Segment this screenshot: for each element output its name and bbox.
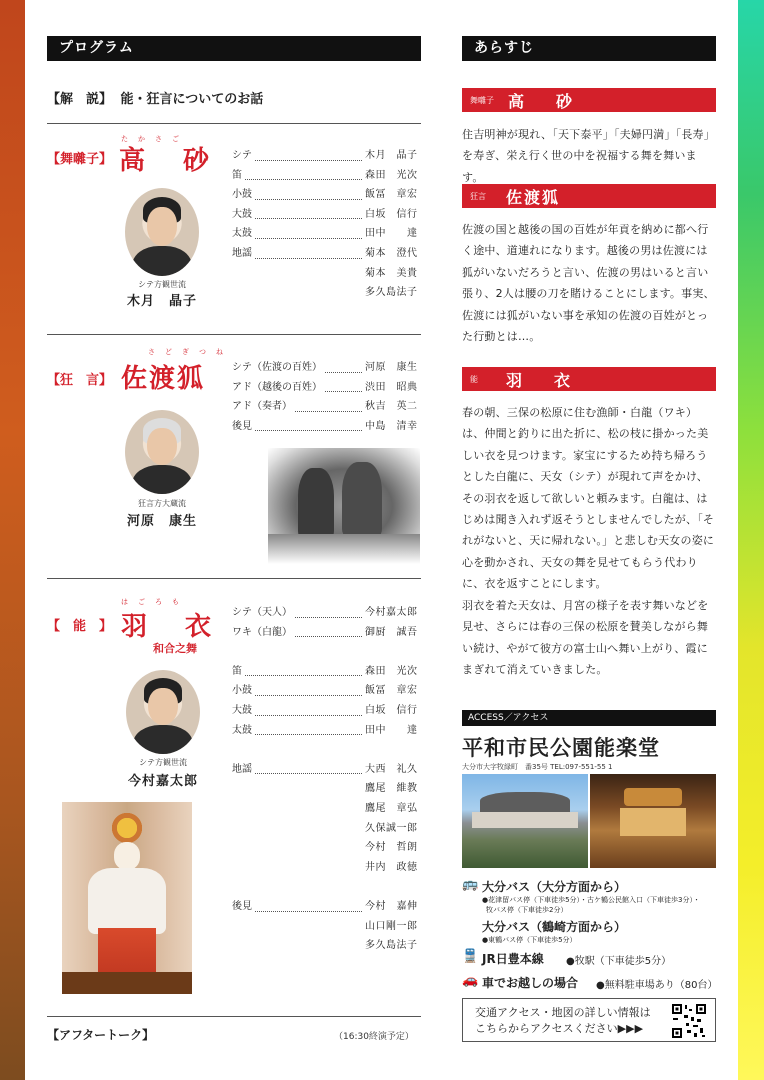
cast-row: [232, 936, 422, 956]
cast-role: アド（越後の百姓）: [232, 381, 322, 393]
cast-role: シテ（佐渡の百姓）: [232, 362, 322, 373]
aftertalk-label: 【アフタートーク】: [47, 1028, 155, 1042]
cast-name: 御厨 誠吾: [365, 626, 418, 638]
synopsis-header: あらすじ: [462, 36, 716, 61]
bus1-detail: ●花津留バス停（下車徒歩5分）・古ケ鶴公民館入口（下車徒歩3分）・: [482, 896, 701, 904]
cast-name: 山口剛一郎: [365, 920, 418, 932]
cast-name: 菊本 美貴: [365, 267, 418, 279]
section-tag-maibayashi: 【舞囃子】: [47, 152, 113, 167]
venue-interior-photo: [590, 774, 716, 868]
title-hagoromo: 羽 衣: [121, 612, 218, 642]
cast-list-hagoromo: [232, 603, 422, 956]
car-detail: ●無料駐車場あり（80台）: [596, 980, 718, 991]
cast-row: [232, 819, 422, 839]
program-header: プログラム: [47, 36, 421, 61]
performer-name: 河原 康生: [126, 514, 197, 529]
divider: [47, 1016, 421, 1017]
leader-dots: [255, 892, 362, 912]
cast-name: 多久島法子: [365, 287, 418, 299]
bus1-title: 大分バス（大分方面から）: [482, 880, 627, 894]
cast-name: 今村 嘉伸: [365, 900, 418, 912]
cast-role: 後見: [232, 420, 252, 432]
hagoromo-performer-photo: [62, 802, 192, 994]
cast-name: 井内 政徳: [365, 861, 418, 873]
lecture-text: 能・狂言についてのお話: [120, 92, 264, 107]
cast-role: 後見: [232, 900, 252, 912]
cast-role: 太鼓: [232, 724, 252, 736]
section-tag-kyogen: 【狂 言】: [47, 373, 113, 388]
cast-name: 飯冨 章宏: [365, 685, 418, 697]
story-text-sadogitsune: 佐渡の国と越後の国の百姓が年貢を納めに都へ行く途中、道連れになります。越後の男は佐渡には狐がいないだろうと言い、佐渡の男はいると言い張り、2人は腰の刀を賭けることにします。事実、佐渡には狐がいない事を承知の佐渡の百姓がとった行動とは…。: [462, 223, 715, 344]
leader-dots: [255, 716, 362, 736]
end-time: （16:30終演予定）: [334, 1032, 414, 1042]
story-text-hagoromo-2: 羽衣を着た天女は、月宮の様子を表す舞いなどを見せ、さらには春の三保の松原を賛美しながら舞い続け、やがて彼方の富士山へ舞い上がり、霞にまぎれて消えていきました。: [462, 599, 709, 677]
story-text-takasago: 住吉明神が現れ、「天下泰平」「夫婦円満」「長寿」を寿ぎ、栄え行く世の中を祝福する舞を舞います。: [462, 128, 715, 184]
cast-name: 木月 晶子: [365, 150, 418, 161]
lecture-tag: 【解 説】: [47, 92, 113, 107]
cast-name: 渋田 昭典: [365, 381, 418, 393]
venue-address: 大分市大字牧緑町 番35号 TEL:097-551-55 1: [462, 763, 613, 771]
portrait-kawahara: [125, 410, 199, 494]
cast-name: 中島 清幸: [365, 420, 418, 432]
performer-name: 木月 晶子: [126, 294, 197, 309]
cast-row: [232, 917, 422, 937]
story-bar-hagoromo: [462, 367, 716, 391]
leader-dots: [255, 239, 362, 259]
info-line: こちらからアクセスください▶▶▶: [475, 1022, 644, 1035]
divider: [47, 334, 421, 335]
leader-dots: [255, 676, 362, 696]
leader-dots: [245, 657, 362, 677]
access-info-box[interactable]: [462, 998, 716, 1042]
leader-dots: [255, 219, 362, 239]
qr-code-icon[interactable]: [671, 1003, 707, 1039]
bus2-detail: ●東鶴バス停（下車徒歩5分）: [482, 936, 577, 944]
cast-name: 田中 達: [365, 228, 418, 240]
cast-role: 太鼓: [232, 228, 252, 240]
info-line: 交通アクセス・地図の詳しい情報は: [475, 1006, 651, 1019]
cast-role: 笛: [232, 169, 242, 181]
story-tag: 舞囃子: [470, 96, 494, 105]
cast-name: 今村嘉太郎: [365, 607, 418, 618]
cast-name: 秋吉 英二: [365, 401, 418, 413]
cast-row: [232, 244, 422, 264]
cast-role: 小鼓: [232, 685, 252, 697]
bus-icon: 🚌: [462, 877, 479, 892]
leader-dots: [255, 200, 362, 220]
car-title: 車でお越しの場合: [482, 976, 579, 990]
leader-dots: [255, 696, 362, 716]
cast-role: 大鼓: [232, 208, 252, 220]
story-tag: 狂言: [470, 192, 486, 201]
cast-name: 白坂 信行: [365, 208, 418, 220]
lecture-line: [47, 88, 263, 107]
section-tag-noh: 【 能 】: [47, 619, 113, 634]
cast-name: 大西 礼久: [365, 763, 418, 775]
performer-school: シテ方観世流: [138, 280, 186, 289]
divider: [47, 578, 421, 579]
cast-name: 多久島法子: [365, 940, 418, 952]
cast-row: [232, 283, 422, 303]
leader-dots: [255, 755, 362, 775]
title-takasago: 高 砂: [119, 146, 216, 176]
leader-dots: [255, 412, 362, 432]
access-info-text: [475, 1005, 651, 1037]
bus2-title: 大分バス（鶴崎方面から）: [482, 920, 627, 934]
bus1-detail-2: 牧バス停（下車徒歩2分）: [486, 906, 568, 914]
cast-name: 森田 光次: [365, 665, 418, 677]
performer-school: シテ方観世流: [139, 758, 187, 767]
story-title: 羽 衣: [506, 371, 579, 390]
cast-row: [232, 779, 422, 799]
cast-row: [232, 760, 422, 780]
divider: [47, 123, 421, 124]
story-bar-takasago: [462, 88, 716, 112]
story-tag: 能: [470, 375, 478, 384]
subtitle-wagonomai: 和合之舞: [153, 642, 197, 655]
cast-row: [232, 897, 422, 917]
cast-row: [232, 799, 422, 819]
cast-name: 飯冨 章宏: [365, 189, 418, 201]
cast-row: [232, 417, 422, 437]
cast-name: 田中 達: [365, 724, 418, 736]
train-title: JR日豊本線: [482, 952, 544, 966]
story-title: 佐渡狐: [506, 188, 561, 207]
right-decorative-strip: [738, 0, 764, 1080]
cast-name: 白坂 信行: [365, 704, 418, 716]
cast-name: 菊本 澄代: [365, 247, 418, 259]
performer-name: 今村嘉太郎: [127, 774, 198, 789]
cast-role: 地謡: [232, 763, 252, 775]
portrait-imamura: [126, 670, 200, 754]
leader-dots: [325, 353, 362, 373]
performer-school: 狂言方大蔵流: [138, 499, 186, 508]
venue-exterior-photo: [462, 774, 588, 868]
cast-role: 大鼓: [232, 704, 252, 716]
cast-role: 小鼓: [232, 189, 252, 201]
ruby-takasago: たかさご: [121, 135, 189, 143]
cast-role: 笛: [232, 665, 242, 677]
story-title: 高 砂: [508, 92, 581, 111]
cast-row: [232, 838, 422, 858]
leader-dots: [295, 392, 362, 412]
venue-name: 平和市民公園能楽堂: [462, 736, 660, 760]
leader-dots: [295, 618, 362, 638]
story-text-hagoromo: 春の朝、三保の松原に住む漁師・白龍（ワキ）は、仲間と釣りに出た折に、松の枝に掛かった美しい衣を見つけます。家宝にするため持ち帰ろうとした白龍に、天女（シテ）が現れて声をかけ、その羽衣を返して欲しいと頼みます。白龍は、はじめは聞き入れず返そうとしませんでしたが、「それがないと、天に帰れない。」と悲しむ天女の姿に心を動かされ、天女の舞を見せてもらう代わりに、衣を返すことにします。: [462, 406, 715, 591]
cast-row: [232, 721, 422, 741]
left-decorative-strip: [0, 0, 25, 1080]
leader-dots: [295, 598, 362, 618]
car-icon: 🚗: [462, 973, 479, 988]
ruby-hagoromo: はごろも: [121, 598, 189, 606]
story-bar-sadogitsune: [462, 184, 716, 208]
cast-name: 今村 哲朗: [365, 842, 418, 854]
cast-role: シテ: [232, 150, 252, 161]
leader-dots: [255, 180, 362, 200]
train-icon: 🚆: [462, 949, 479, 964]
leader-dots: [245, 161, 362, 181]
ruby-sadogitsune: さどぎつね: [148, 348, 233, 356]
cast-list-sadogitsune: [232, 358, 422, 436]
leader-dots: [325, 373, 362, 393]
cast-row: [232, 623, 422, 643]
cast-role: ワキ（白龍）: [232, 626, 292, 638]
title-sadogitsune: 佐渡狐: [121, 364, 206, 394]
kyogen-stage-photo: [268, 448, 420, 564]
leader-dots: [255, 141, 362, 161]
train-detail: ●牧駅（下車徒歩5分）: [566, 956, 672, 967]
cast-name: 鷹尾 章弘: [365, 802, 418, 814]
cast-name: 河原 康生: [365, 362, 418, 373]
cast-name: 森田 光次: [365, 169, 418, 181]
access-bar: ACCESS／アクセス: [462, 710, 716, 726]
cast-role: アド（奏者）: [232, 401, 292, 413]
cast-list-takasago: [232, 146, 422, 303]
cast-role: シテ（天人）: [232, 607, 292, 618]
cast-row: [232, 264, 422, 284]
cast-row: [232, 858, 422, 878]
cast-role: 地謡: [232, 247, 252, 259]
cast-name: 久保誠一郎: [365, 822, 418, 834]
cast-name: 鷹尾 維教: [365, 783, 418, 795]
portrait-kizuki: [125, 188, 199, 276]
